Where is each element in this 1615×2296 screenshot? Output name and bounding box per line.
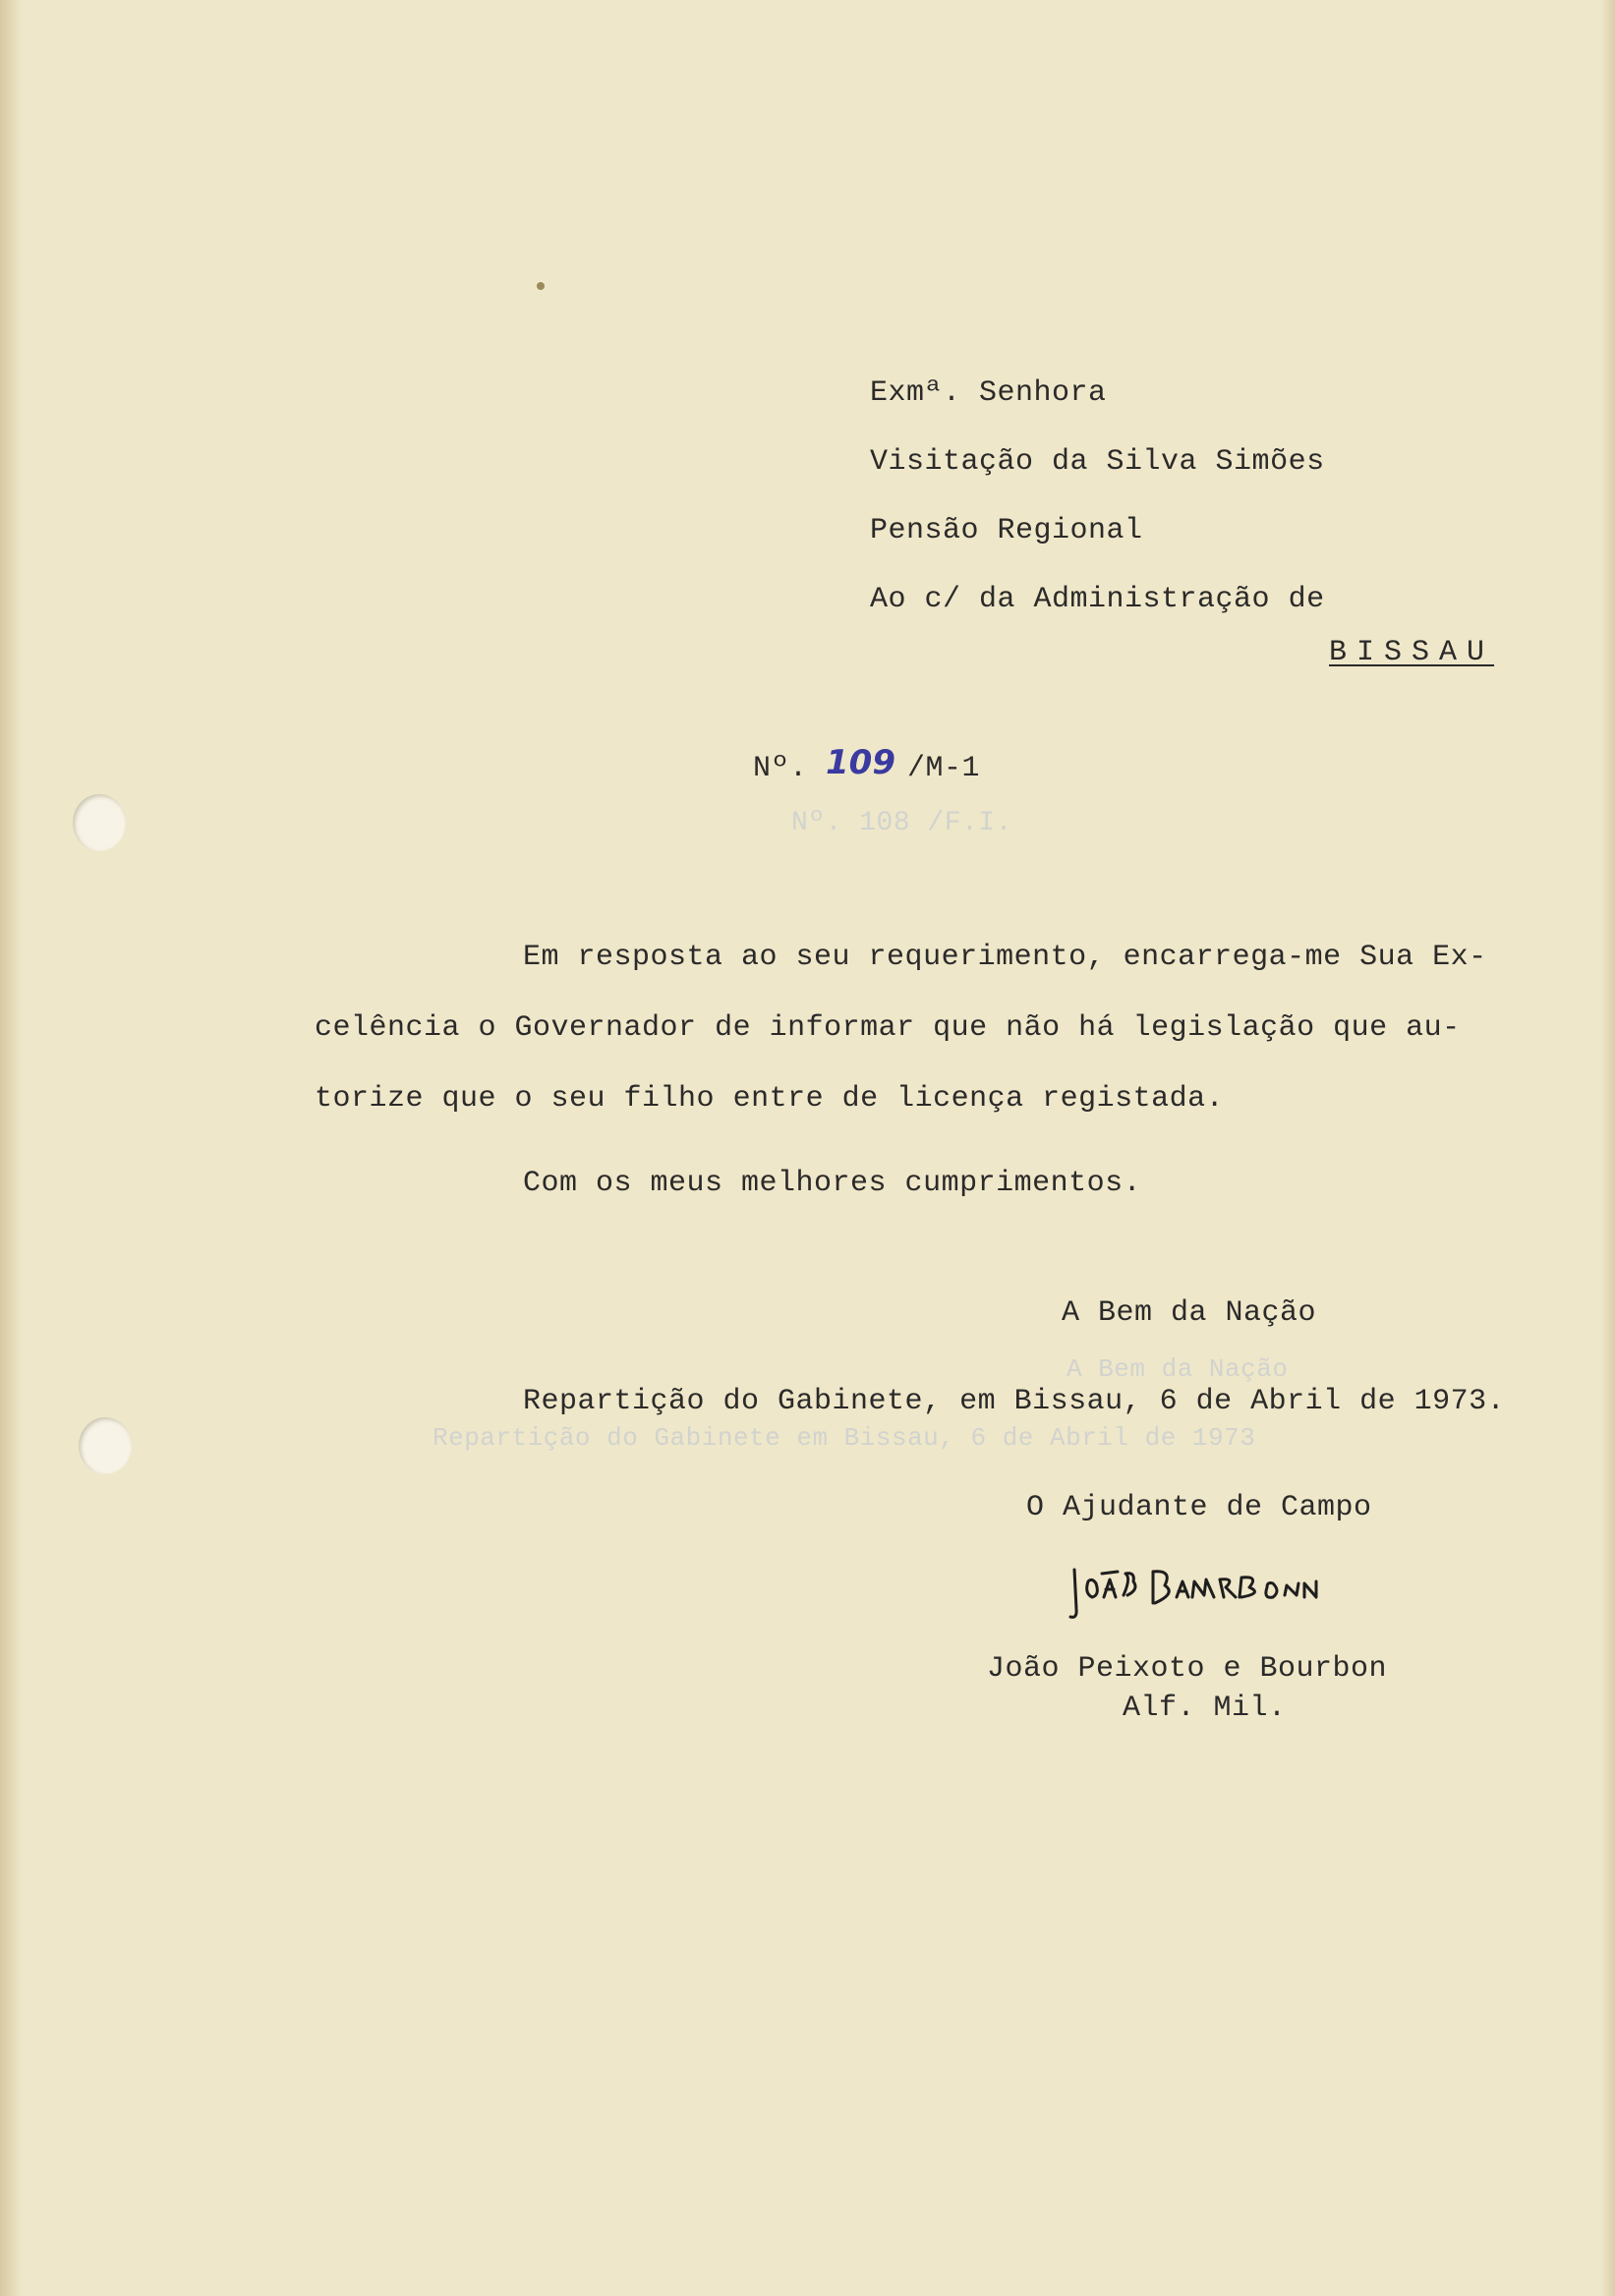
signatory-name: João Peixoto e Bourbon xyxy=(987,1652,1388,1686)
punch-hole-top xyxy=(73,794,126,851)
signatory-title: O Ajudante de Campo xyxy=(1026,1491,1372,1524)
body-line-1: Em resposta ao seu requerimento, encarrega-me Sua Ex- xyxy=(523,941,1487,974)
addressee-place: Pensão Regional xyxy=(870,514,1143,547)
addressee-care-of: Ao c/ da Administração de xyxy=(870,583,1325,616)
handwritten-signature xyxy=(1067,1548,1342,1627)
addressee-salutation: Exmª. Senhora xyxy=(870,376,1107,410)
signatory-rank: Alf. Mil. xyxy=(1123,1692,1287,1725)
body-line-2: celência o Governador de informar que não há legislação que au- xyxy=(315,1011,1461,1045)
addressee-city: BISSAU xyxy=(1329,636,1495,669)
place-date: Repartição do Gabinete, em Bissau, 6 de Abril de 1973. xyxy=(523,1385,1506,1418)
reference-number-handwritten: 109 xyxy=(826,743,895,782)
bleed-ref: Nº. 108 /F.I. xyxy=(791,808,1012,838)
body-closing: Com os meus melhores cumprimentos. xyxy=(523,1167,1142,1200)
reference-prefix: Nº. xyxy=(753,752,808,785)
punch-hole-bottom xyxy=(79,1417,132,1474)
body-line-3: torize que o seu filho entre de licença registada. xyxy=(315,1082,1225,1116)
addressee-name: Visitação da Silva Simões xyxy=(870,445,1325,479)
paper-speck xyxy=(537,282,545,290)
bleed-motto: A Bem da Nação xyxy=(1067,1354,1289,1384)
reference-suffix: /M-1 xyxy=(907,752,981,785)
motto: A Bem da Nação xyxy=(1062,1296,1317,1330)
bleed-place-date: Repartição do Gabinete em Bissau, 6 de Abril de 1973 xyxy=(433,1423,1256,1453)
